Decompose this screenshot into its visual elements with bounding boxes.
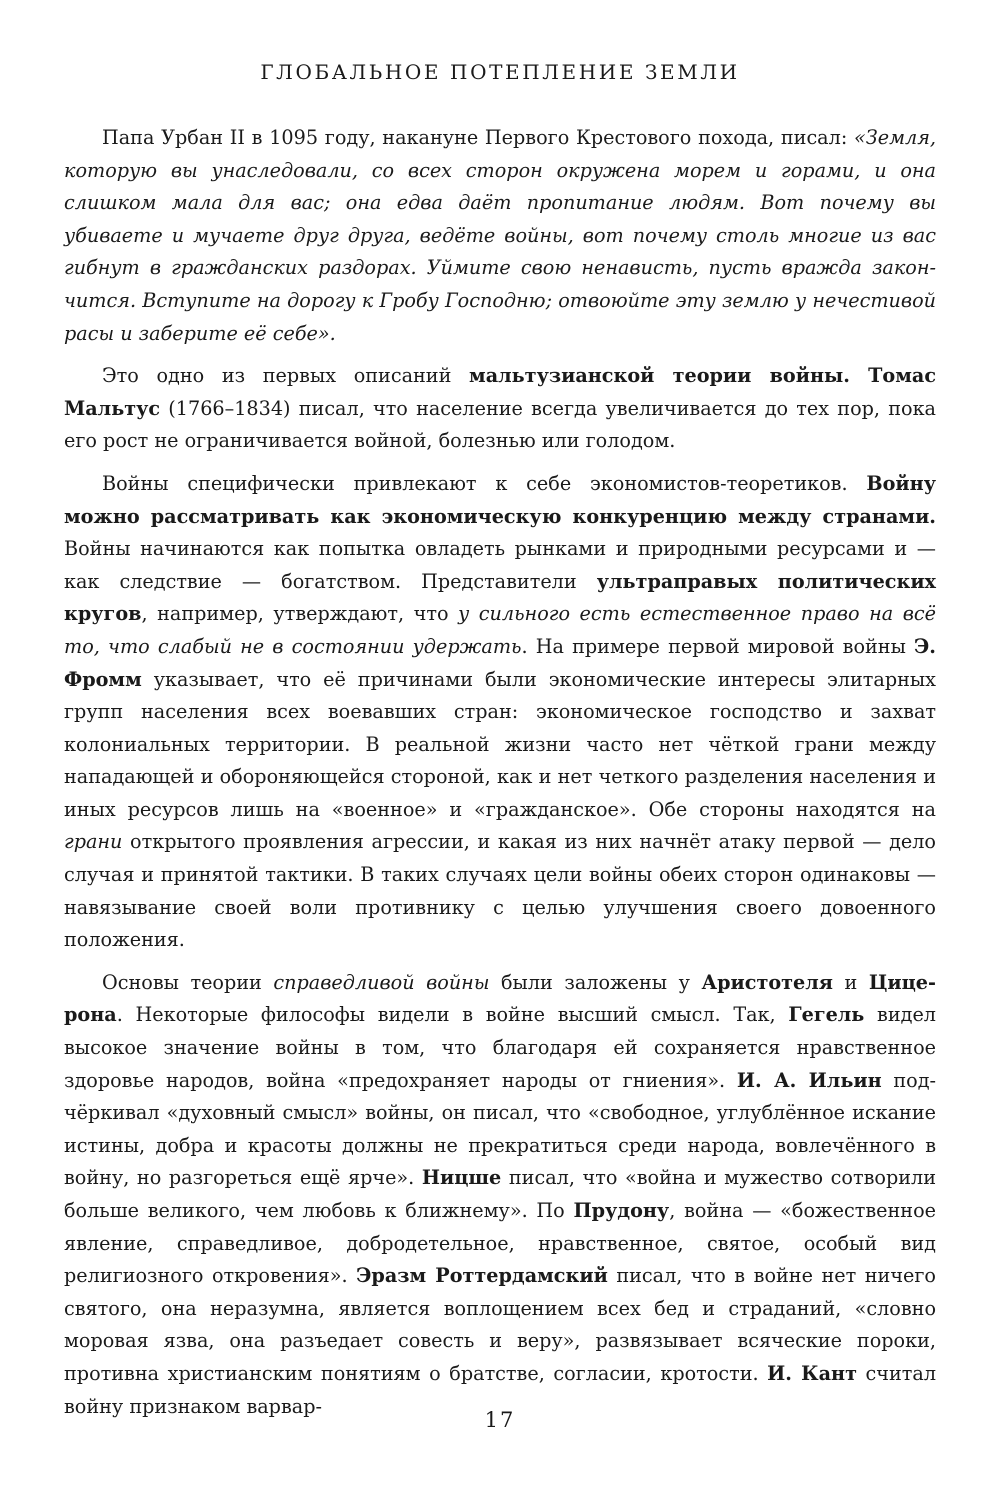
paragraph-just-war [64, 967, 936, 1423]
page-number: 17 [484, 1408, 516, 1432]
text-run: Это одно из первых описаний [102, 364, 470, 388]
text-run: . Некоторые философы видели в войне высший смысл. Так, [116, 1003, 789, 1027]
bold-text-run: Ницше [421, 1166, 502, 1190]
text-run: Войны специфически привлекают к себе экономистов-теоретиков. [102, 471, 867, 495]
bold-text-run: Войну можно рассматривать как экономическую конкуренцию между странами. [64, 471, 936, 528]
italic-text-run: грани [64, 830, 123, 854]
bold-text-run: Прудону [573, 1199, 670, 1222]
bold-text-run: Эразм Роттердамский [356, 1264, 608, 1288]
bold-text-run: Цицерона [64, 970, 936, 1027]
text-run: считал войну признаком варвар- [64, 1361, 937, 1418]
text-run: , война — «божественное явление, справедливое, добродетельное, нравственное, святое, особый вид религиозного откровения». [64, 1199, 936, 1288]
text-run: открытого проявления агрессии, и какая из них начнёт атаку первой — дело случая и принятой тактики. В таких случаях цели войны обеих сторон одинаковы — навязывание своей воли противнику с целью улучшения своего довоенного положения. [64, 830, 936, 952]
bold-text-run: Э. Фромм [64, 634, 936, 691]
text-run: Войны начинаются как попытка овладеть рынками и природными ресурсами и — как следствие — богатством. Представители [64, 537, 936, 593]
text-run: . На примере первой мировой войны [521, 634, 915, 658]
italic-text-run: «Земля, которую вы унаследовали, со всех сторон окружена морем и горами, и она слишком мала для вас; она едва даёт пропитание людям. Вот почему вы убиваете и мучаете друг друга, ведёте войны, вот почему столь многие из вас гибнут в гражданских раздорах. Уймите свою ненависть, пусть вражда закончится. Вступите на дорогу к Гробу Господню; отвоюйте эту землю у нечестивой расы и заберите её себе». [64, 126, 936, 345]
italic-text-run: у сильного есть естественное право на всё то, что слабый не в состоянии удержать [64, 602, 937, 658]
bold-text-run: И. Кант [767, 1361, 857, 1385]
bold-text-run: мальтузианской теории войны. Томас Мальтус [64, 364, 936, 420]
text-run: указывает, что её причинами были экономические интересы элитарных групп населения всех воевавших стран: экономическое господство и захват колониальных территории. В реальной жизни часто нет чёткой грани между нападающей и обороняющейся стороной, как и нет четкого разделения населения и иных ресурсов лишь на «военное» и «гражданское». Обе стороны находятся на [64, 667, 936, 821]
text-run: Основы теории [102, 970, 274, 994]
body-text [64, 122, 936, 1433]
text-run: и [832, 970, 869, 994]
bold-text-run: Гегель [788, 1003, 865, 1027]
italic-text-run: справедливой войны [273, 970, 490, 994]
text-run: (1766–1834) писал, что население всегда увеличивается до тех пор, пока его рост не ограничивается войной, болезнью или голодом. [64, 396, 936, 453]
bold-text-run: И. А. Ильин [736, 1068, 882, 1092]
text-run: Папа Урбан II в 1095 году, накануне Первого Крестового похода, писал: [102, 126, 855, 149]
bold-text-run: ультраправых политических кругов [64, 569, 936, 626]
running-head: ГЛОБАЛЬНОЕ ПОТЕПЛЕНИЕ ЗЕМЛИ [260, 60, 740, 84]
paragraph-malthus [64, 360, 936, 458]
text-run: видел высокое значение войны в том, что благодаря ей сохраняется нравственное здоровье народов, война «предохраняет народы от гниения». [64, 1003, 936, 1092]
text-run: , например, утверждают, что [141, 602, 459, 626]
text-run: писал, что «война и мужество сотворили больше великого, чем любовь к ближнему». По [64, 1166, 936, 1222]
text-run: были заложены у [489, 970, 702, 994]
paragraph-economic-war [64, 468, 936, 957]
bold-text-run: Аристотеля [701, 970, 833, 994]
text-run: писал, что в войне нет ничего святого, она неразумна, является воплощением всех бед и страданий, «словно моровая язва, она разъедает совесть и веру», развязывает всяческие пороки, противна христианским понятиям о братстве, согласии, кротости. [64, 1264, 936, 1385]
paragraph-urban-quote [64, 122, 936, 350]
text-run: подчёркивал «духовный смысл» войны, он писал, что «свободное, углублённое искание истины, добра и красоты должны не прекратиться среди народа, вовлечённого в войну, но разгореться ещё ярче». [64, 1068, 937, 1190]
